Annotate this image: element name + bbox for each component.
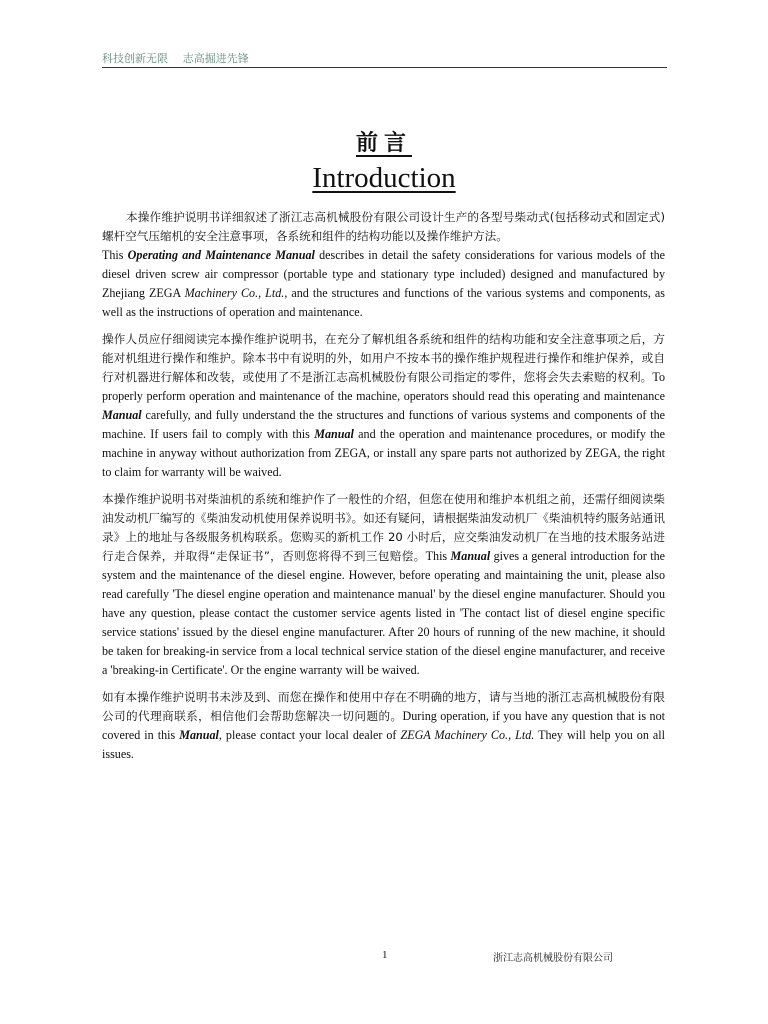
english-title	[0, 162, 768, 195]
paragraph-3-english-b: gives a general introduction for the system and the maintenance of the diesel engine. However, before operating and maintaining the unit, please also read carefully 'The diesel engine operation and maintenance manual' by the diesel engine manufacturer. Should you have any question, please contact the customer service agents listed in 'The contact list of diesel engine specific service stations' issued by the diesel engine manufacturer. After 20 hours of running of the new machine, it should be taken for breaking-in service from a local technical service station of the diesel engine manufacturer, and receive a 'breaking-in Certificate'. Or the engine warranty will be waived.	[102, 549, 665, 677]
paragraph-1-english-c: , and the structures and functions of the various systems and components, as well as the instructions of operation and maintenance.	[102, 286, 665, 319]
paragraph-1-english-b: describes in detail the safety considerations for various models of the diesel driven screw air compressor (portable type and stationary type included) designed and manufactured by Zhejiang ZEGA	[102, 248, 665, 300]
paragraph-3-chinese: 本操作维护说明书对柴油机的系统和维护作了一般性的介绍，但您在使用和维护本机组之前，还需仔细阅读柴油发动机厂编写的《柴油发动机使用保养说明书》。如还有疑问，请根据柴油发动机厂《柴油机特约服务站通讯录》上的地址与各级服务机构联系。您购买的新机工作 20 小时后，应交柴油发动机厂在当地的技术服务站进行走合保养，并取得“走保证书”，否则您将得不到三包赔偿。	[102, 492, 665, 563]
document-body	[102, 208, 665, 772]
manual-title-emphasis: Operating and Maintenance Manual	[127, 248, 315, 262]
paragraph-1-chinese: 本操作维护说明书详细叙述了浙江志高机械股份有限公司设计生产的各型号柴动式(包括移动式和固定式)螺杆空气压缩机的安全注意事项，各系统和组件的结构功能以及操作维护方法。	[102, 210, 665, 243]
paragraph-1-english-a: This	[102, 248, 128, 262]
page-header	[102, 50, 667, 68]
chinese-title-text: 前言	[355, 131, 412, 156]
manual-emphasis: Manual	[450, 549, 491, 563]
footer-company-name: 浙江志高机械股份有限公司	[493, 953, 613, 964]
header-slogan-left: 科技创新无限	[102, 53, 168, 65]
paragraph-4	[102, 688, 665, 764]
paragraph-3	[102, 490, 665, 680]
paragraph-4-english-a: During operation, if you have any question that is not covered in this	[102, 709, 665, 742]
paragraph-4-chinese: 如有本操作维护说明书未涉及到、而您在操作和使用中存在不明确的地方，请与当地的浙江志高机械股份有限公司的代理商联系，相信他们会帮助您解决一切问题的。	[102, 690, 665, 723]
english-title-text: Introduction	[312, 162, 456, 194]
company-name-italic: Machinery Co., Ltd.	[184, 286, 285, 300]
paragraph-4-english-b: , please contact your local dealer of	[218, 728, 401, 742]
paragraph-2-english-b: carefully, and fully understand the the structures and functions of various systems and components of the machine. If users fail to comply with this	[102, 408, 665, 441]
page-number: 1	[382, 949, 388, 961]
paragraph-2-chinese: 操作人员应仔细阅读完本操作维护说明书，在充分了解机组各系统和组件的结构功能和安全注意事项之后，方能对机组进行操作和维护。除本书中有说明的外，如用户不按本书的操作维护规程进行操作和维护保养，或自行对机器进行解体和改装，或使用了不是浙江志高机械股份有限公司指定的零件，您将会失去索赔的权利。	[102, 332, 665, 384]
paragraph-1	[102, 208, 665, 322]
company-name-italic: ZEGA Machinery Co., Ltd.	[400, 728, 535, 742]
paragraph-2	[102, 330, 665, 482]
paragraph-4-english-c: They will help you on all issues.	[102, 728, 665, 761]
paragraph-2-english-a: To properly perform operation and maintenance of the machine, operators should read this operating and maintenance	[102, 370, 665, 403]
manual-emphasis: Manual	[179, 728, 219, 742]
paragraph-2-english-c: and the operation and maintenance procedures, or modify the machine in anyway without authorization from ZEGA, or install any spare parts not authorized by ZEGA, the right to claim for warranty will be waived.	[102, 427, 666, 479]
manual-emphasis: Manual	[314, 427, 354, 441]
chinese-title	[0, 126, 768, 157]
header-slogan-right: 志高掘进先锋	[182, 53, 249, 65]
manual-emphasis: Manual	[102, 408, 142, 422]
paragraph-3-english-a: This	[425, 549, 451, 563]
